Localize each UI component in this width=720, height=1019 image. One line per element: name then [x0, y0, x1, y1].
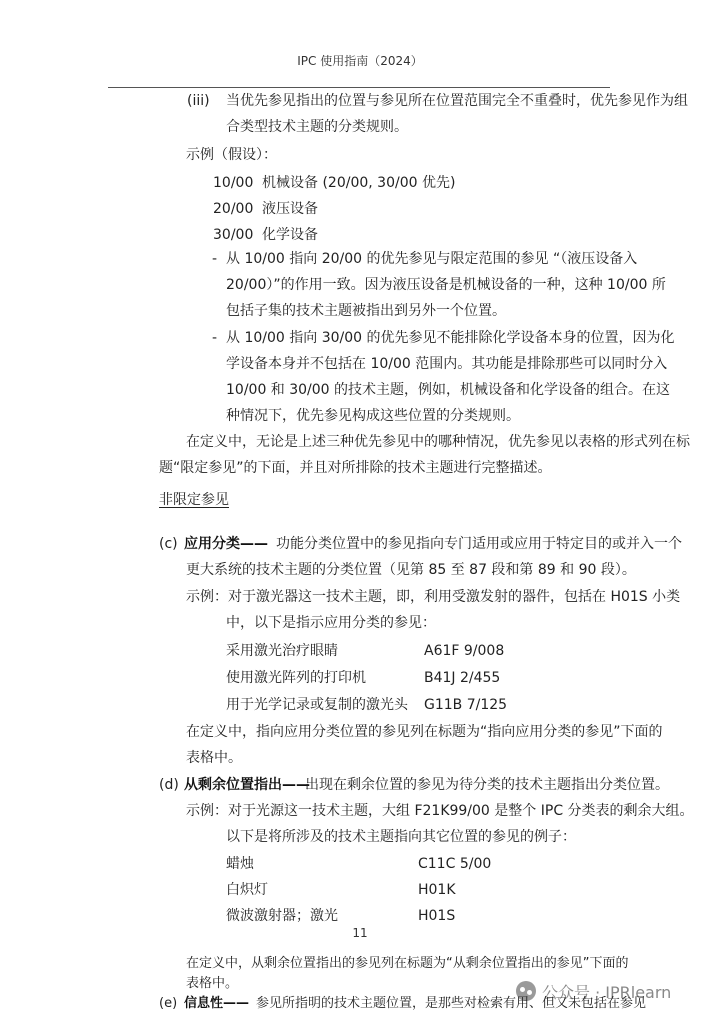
residual-row-2-desc: 白炽灯 — [226, 882, 268, 898]
bullet-2-line-4: 种情况下，优先参见构成这些位置的分类规则。 — [226, 408, 520, 424]
bullet-2-line-2: 学设备本身并不包括在 10/00 范围内。其功能是排除那些可以同时分入 — [226, 356, 668, 372]
app-row-2-code: B41J 2/455 — [424, 670, 501, 686]
app-row-3-desc: 用于光学记录或复制的激光头 — [226, 697, 408, 713]
residual-row-1-code: C11C 5/00 — [418, 856, 492, 872]
app-row-2-desc: 使用激光阵列的打印机 — [226, 670, 366, 686]
clause-c-term: 应用分类—— — [184, 536, 268, 552]
clause-c-line-2: 更大系统的技术主题的分类位置（见第 85 至 87 段和第 89 和 90 段）。 — [186, 562, 636, 578]
residual-row-1-desc: 蜡烛 — [226, 856, 254, 872]
clause-d-example-line-1: 示例：对于光源这一技术主题，大组 F21K99/00 是整个 IPC 分类表的剩余大组。 — [186, 803, 694, 819]
clause-c-example-line-2: 中，以下是指示应用分类的参见： — [226, 615, 436, 631]
clause-e-line-1: 参见所指明的技术主题位置，是那些对检索有用、但又未包括在参见 — [256, 996, 647, 1011]
watermark-text: 公众号 · IPRlearn — [542, 982, 672, 1002]
bullet-1-line-1: 从 10/00 指向 20/00 的优先参见与限定范围的参见 “（液压设备入 — [226, 251, 638, 267]
bullet-dash-2: - — [212, 330, 218, 346]
page-header-title: IPC 使用指南（2024） — [297, 54, 423, 68]
bullet-1-line-3: 包括子集的技术主题被指出到另外一个位置。 — [226, 303, 506, 319]
app-row-3-code: G11B 7/125 — [424, 697, 508, 713]
clause-d-line-1: 出现在剩余位置的参见为待分类的技术主题指出分类位置。 — [305, 777, 669, 793]
summary-line-2: 题“限定参见”的下面，并且对所排除的技术主题进行完整描述。 — [159, 460, 552, 476]
example-code-2: 20/00 — [213, 201, 254, 217]
example-code-1: 10/00 — [213, 175, 254, 191]
clause-d-summary-line-2: 表格中。 — [186, 976, 239, 991]
clause-label-iii: (iii) — [187, 93, 210, 109]
example-heading: 示例（假设）： — [186, 147, 277, 163]
bullet-dash-1: - — [212, 251, 218, 267]
clause-label-d: (d) — [159, 777, 179, 793]
clause-c-summary-line-2: 表格中。 — [186, 750, 242, 766]
example-text-1: 机械设备 (20/00, 30/00 优先) — [262, 175, 456, 191]
non-limiting-heading: 非限定参见 — [159, 492, 229, 508]
clause-iii-line-1: 当优先参见指出的位置与参见所在位置范围完全不重叠时，优先参见作为组 — [226, 93, 688, 109]
page-number: 11 — [352, 926, 368, 940]
clause-iii-line-2: 合类型技术主题的分类规则。 — [226, 119, 408, 135]
clause-c-line-1: 功能分类位置中的参见指向专门适用或应用于特定目的或并入一个 — [276, 536, 682, 552]
summary-line-1: 在定义中，无论是上述三种优先参见中的哪种情况，优先参见以表格的形式列在标 — [186, 434, 690, 450]
clause-e-term: 信息性—— — [184, 996, 250, 1011]
bullet-2-line-1: 从 10/00 指向 30/00 的优先参见不能排除化学设备本身的位置，因为化 — [226, 330, 675, 346]
clause-label-e: (e) — [159, 996, 178, 1011]
clause-c-summary-line-1: 在定义中，指向应用分类位置的参见列在标题为“指向应用分类的参见”下面的 — [186, 724, 663, 740]
bullet-2-line-3: 10/00 和 30/00 的技术主题，例如，机械设备和化学设备的组合。在这 — [226, 382, 671, 398]
app-row-1-code: A61F 9/008 — [424, 643, 505, 659]
clause-c-example-line-1: 示例：对于激光器这一技术主题，即，利用受激发射的器件，包括在 H01S 小类 — [186, 589, 681, 605]
example-text-2: 液压设备 — [262, 201, 318, 217]
header-divider — [108, 87, 610, 88]
clause-d-term: 从剩余位置指出—— — [184, 777, 310, 793]
example-code-3: 30/00 — [213, 227, 254, 243]
example-text-3: 化学设备 — [262, 227, 318, 243]
clause-label-c: (c) — [159, 536, 178, 552]
bullet-1-line-2: 20/00）”的作用一致。因为液压设备是机械设备的一种，这种 10/00 所 — [226, 277, 666, 293]
residual-row-3-desc: 微波激射器；激光 — [226, 908, 338, 924]
residual-row-2-code: H01K — [418, 882, 456, 898]
residual-row-3-code: H01S — [418, 908, 456, 924]
clause-d-summary-line-1: 在定义中，从剩余位置指出的参见列在标题为“从剩余位置指出的参见”下面的 — [186, 956, 629, 971]
app-row-1-desc: 采用激光治疗眼睛 — [226, 643, 338, 659]
clause-d-example-line-2: 以下是将所涉及的技术主题指向其它位置的参见的例子： — [226, 829, 576, 845]
